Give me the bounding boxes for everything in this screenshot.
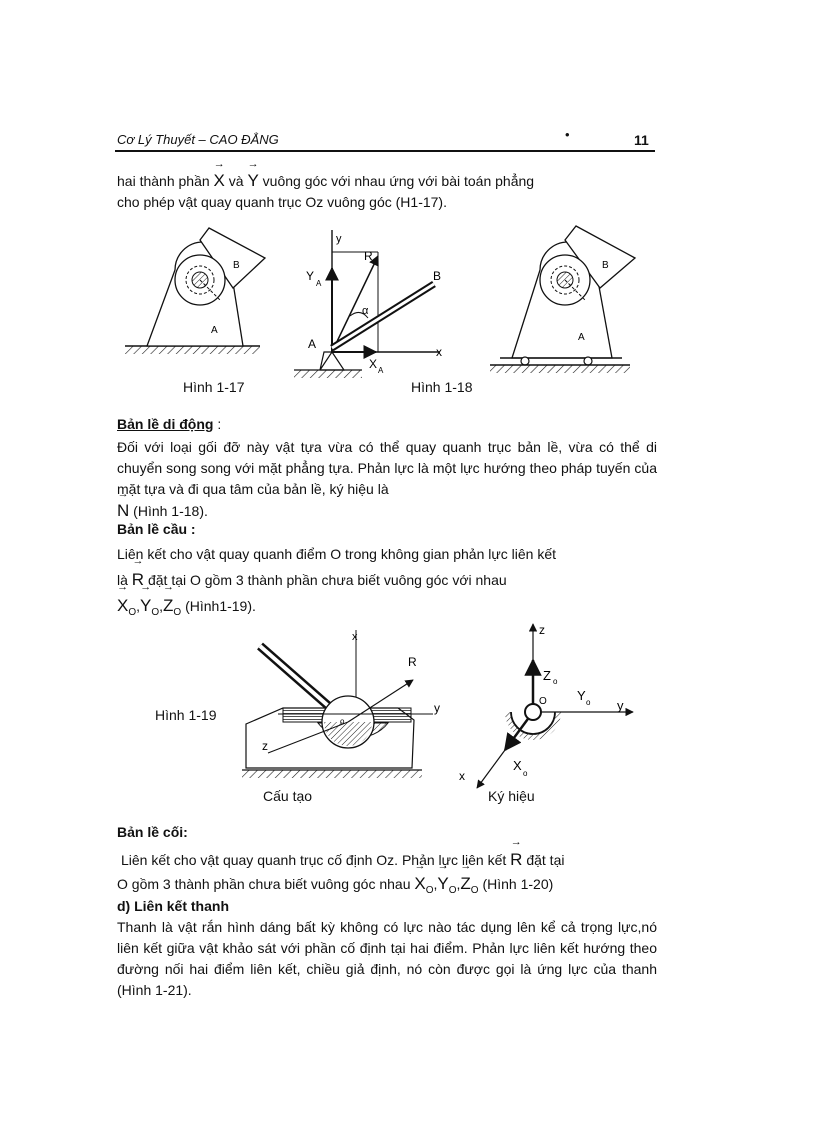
svg-text:o: o: [586, 698, 591, 707]
figure-1-19-caption: Hình 1-19: [155, 707, 217, 723]
fig17-label-b: B: [233, 260, 240, 271]
symbol-caption: Ký hiệu: [488, 788, 535, 804]
page-number: 11: [634, 132, 649, 148]
section-bar-body: Thanh là vật rắn hình dáng bất kỳ không có lực nào tác dụng lên kể cả trọng lực,nó liên kết giữa vật khảo sát với phần cố định tại hai điểm. Phản lực liên kết hướng theo đường nối hai điểm liên kết, chiều giả định, nó còn được gọi là ứng lực của thanh (Hình 1-21).: [117, 919, 657, 998]
figure-1-19-symbol-diagram: [455, 620, 640, 795]
section-ball-body: Liên kết cho vật quay quanh điểm O trong không gian phản lực liên kết là → R đặt tại O gồm 3 thành phần chưa biết vuông góc với nhau → $X_O,\to Y_O,\to Z_O$ (Hình1-19).: [117, 542, 657, 625]
header-dot: •: [565, 127, 570, 142]
vector-n-symbol: → N: [117, 500, 129, 521]
fig18-sub-a1: A: [316, 279, 322, 288]
vector-y-symbol: → Y: [247, 170, 258, 191]
vector-r-symbol: → R: [132, 567, 144, 592]
sym-label-y-axis: y: [617, 698, 624, 713]
section-ball-heading: Bản lề cầu :: [117, 521, 196, 537]
figure-1-18-caption: Hình 1-18: [411, 379, 473, 395]
fig18r-label-a: A: [578, 332, 585, 343]
fig18-label-a: A: [308, 337, 317, 351]
fig18-label-b: B: [433, 269, 442, 283]
section-hinge-heading: Bản lề cối:: [117, 824, 188, 840]
section-bar-heading: d) Liên kết thanh: [117, 898, 229, 914]
svg-text:o: o: [553, 677, 558, 686]
section-movable-body: Đối với loại gối đỡ này vật tựa vừa có thể quay quanh trục bản lề, vừa có thể di chuyển song song với mặt phẳng tựa. Phản lực là một lực hướng theo pháp tuyến của mặt tựa và đi qua tâm của bản lề, ký hiệu là → N (Hình 1-18).: [117, 437, 657, 522]
structure-caption: Cấu tạo: [263, 788, 313, 804]
sym-label-x-axis: x: [459, 769, 465, 783]
section-movable-heading: Bản lề di động :: [117, 416, 222, 432]
sym-label-zo: Z: [543, 668, 551, 683]
figure-1-17-caption: Hình 1-17: [183, 379, 245, 395]
fig18-sub-a2: A: [378, 366, 384, 375]
fig19-label-r: R: [408, 655, 417, 669]
running-header-title: Cơ Lý Thuyết – CAO ĐẲNG: [117, 132, 279, 147]
fig19-label-z: z: [262, 739, 268, 753]
fig18-label-x: x: [436, 345, 442, 359]
fig19-label-y: y: [434, 701, 440, 715]
fig18-label-ya: Y: [306, 269, 315, 283]
intro-paragraph: hai thành phần → X và → Y vuông góc với nhau ứng với bài toán phẳng cho phép vật quay quanh trục Oz vuông góc (H1-17).: [117, 170, 657, 213]
sym-label-o: O: [539, 696, 547, 707]
figure-1-19-structure-diagram: [238, 628, 438, 783]
header-rule: [115, 150, 655, 152]
section-hinge-body: Liên kết cho vật quay quanh trục cố định Oz. Phản lực liên kết → R đặt tại O gồm 3 thành phần chưa biết vuông góc nhau → $X_O,\to Y_O,\to Z_O$ (Hình 1-20): [117, 848, 657, 903]
figure-1-18-force-diagram: [290, 228, 460, 388]
sym-label-xo: X: [513, 758, 522, 773]
svg-text:o: o: [523, 769, 528, 778]
fig18-label-alpha: α: [362, 305, 369, 317]
fig17-label-a: A: [211, 325, 218, 336]
sym-label-yo: Y: [577, 688, 586, 703]
fig18-label-r: R: [364, 249, 373, 263]
figure-1-17-diagram: [125, 218, 265, 358]
fig18r-label-b: B: [602, 260, 609, 271]
vector-x-symbol: → X: [214, 170, 225, 191]
sym-label-z-axis: z: [539, 623, 545, 637]
fig18-label-xa: X: [369, 357, 378, 371]
figure-1-18-support-diagram: [490, 218, 635, 378]
fig19-label-o: o: [340, 717, 345, 726]
fig19-label-x: x: [352, 631, 358, 643]
fig18-label-y: y: [336, 233, 342, 245]
